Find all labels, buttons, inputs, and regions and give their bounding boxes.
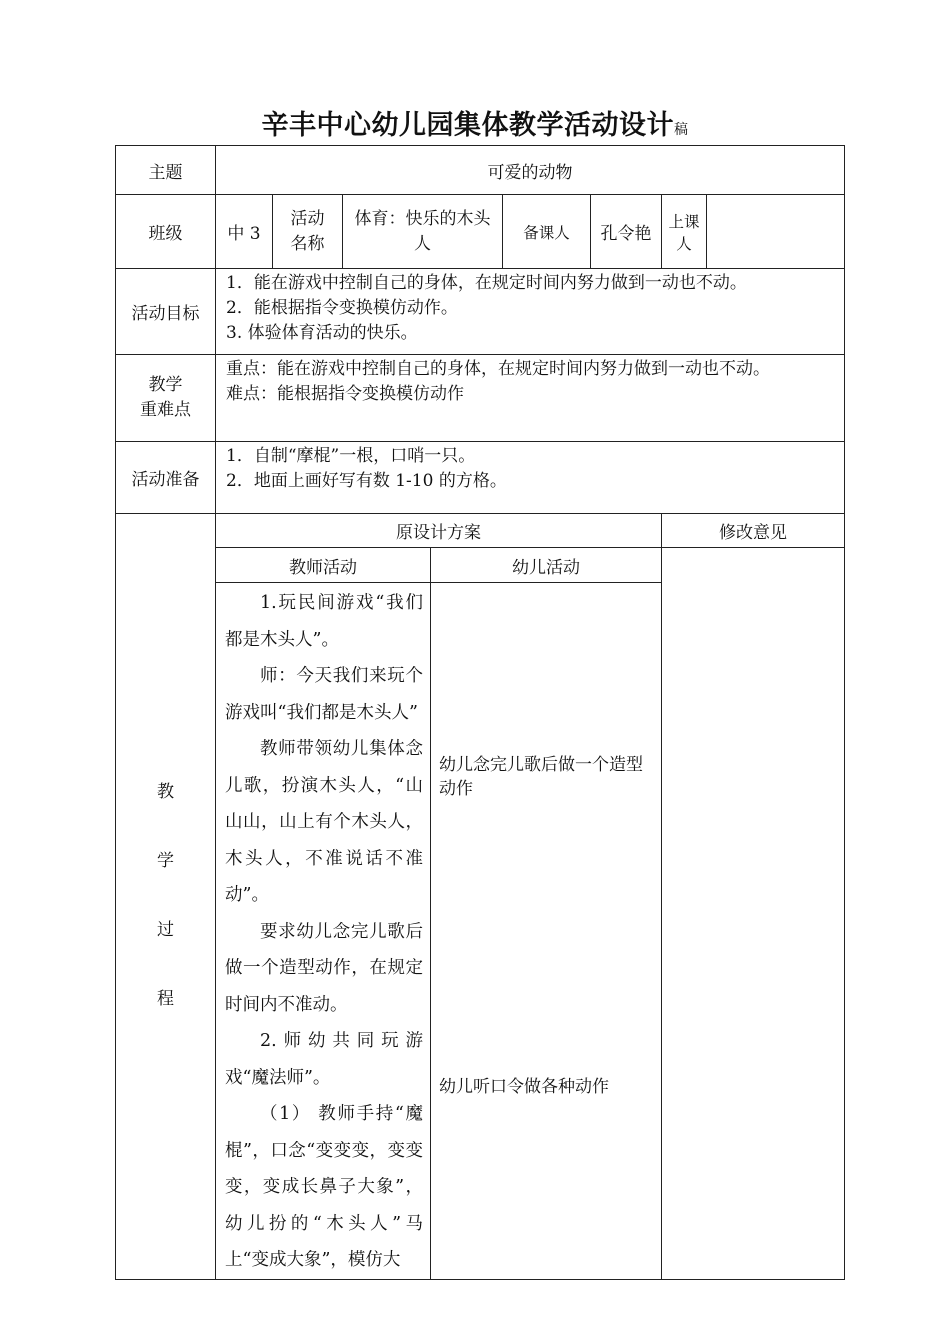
activity-name-value: 体育：快乐的木头人 bbox=[343, 195, 503, 269]
revision-header: 修改意见 bbox=[662, 514, 845, 548]
topic-label: 主题 bbox=[116, 146, 216, 195]
goal-item: 3. 体验体育活动的快乐。 bbox=[226, 323, 418, 343]
keypoints-label: 教学 重难点 bbox=[116, 355, 216, 442]
preparation-label: 活动准备 bbox=[116, 442, 216, 514]
preparation-item: 2．地面上画好写有数 1-10 的方格。 bbox=[226, 471, 507, 491]
child-activity-cell bbox=[431, 583, 662, 1280]
preparer-value: 孔令艳 bbox=[591, 195, 662, 269]
preparer-label: 备课人 bbox=[503, 195, 591, 269]
keypoint-item: 重点：能在游戏中控制自己的身体，在规定时间内努力做到一动也不动。 bbox=[226, 359, 770, 379]
teacher-paragraph: 要求幼儿念完儿歌后做一个造型动作，在规定时间内不准动。 bbox=[225, 921, 423, 1015]
teacher-paragraph: （1） 教师手持“魔棍”，口念“变变变，变变变，变成长鼻子大象”，幼儿扮的“木头人”马上“变成大象”，模仿大 bbox=[225, 1104, 423, 1270]
child-activity-text: 幼儿念完儿歌后做一个造型动作 bbox=[439, 755, 643, 799]
teacher-paragraph: 师：今天我们来玩个游戏叫“我们都是木头人” bbox=[225, 666, 423, 723]
teacher-paragraph: 2.师幼共同玩游戏“魔法师”。 bbox=[225, 1031, 423, 1088]
process-header-row bbox=[116, 514, 845, 548]
keypoints-row bbox=[116, 355, 845, 442]
topic-row bbox=[116, 146, 845, 195]
class-row bbox=[116, 195, 845, 269]
child-activity-text: 幼儿听口令做各种动作 bbox=[439, 1077, 609, 1097]
teacher-paragraph: 1.玩民间游戏“我们都是木头人”。 bbox=[225, 593, 423, 650]
title-suffix: 稿 bbox=[674, 122, 689, 138]
lesson-plan-table bbox=[115, 145, 845, 1280]
process-label: 教 学 过 程 bbox=[116, 514, 216, 1280]
keypoint-item: 难点：能根据指令变换模仿动作 bbox=[226, 384, 464, 404]
preparation-list bbox=[216, 442, 845, 514]
goal-item: 2．能根据指令变换模仿动作。 bbox=[226, 298, 458, 318]
teacher-activity-header: 教师活动 bbox=[216, 548, 431, 583]
original-plan-header: 原设计方案 bbox=[216, 514, 662, 548]
goals-list bbox=[216, 269, 845, 355]
activity-name-label: 活动名称 bbox=[273, 195, 343, 269]
child-activity-header: 幼儿活动 bbox=[431, 548, 662, 583]
goals-row bbox=[116, 269, 845, 355]
goal-item: 1．能在游戏中控制自己的身体，在规定时间内努力做到一动也不动。 bbox=[226, 273, 747, 293]
teacher-activity-cell bbox=[216, 583, 431, 1280]
goals-label: 活动目标 bbox=[116, 269, 216, 355]
class-teacher-value bbox=[707, 195, 845, 269]
preparation-row bbox=[116, 442, 845, 514]
page-title: 辛丰中心幼儿园集体教学活动设计稿 bbox=[261, 110, 689, 141]
revision-cell bbox=[662, 548, 845, 1280]
process-subheader-row bbox=[116, 548, 845, 583]
keypoints-list bbox=[216, 355, 845, 442]
class-teacher-label: 上课人 bbox=[662, 195, 707, 269]
topic-value: 可爱的动物 bbox=[216, 146, 845, 195]
class-value: 中 3 bbox=[216, 195, 273, 269]
teacher-paragraph: 教师带领幼儿集体念儿歌，扮演木头人，“山山山，山上有个木头人，木头人，不准说话不准动”。 bbox=[225, 739, 423, 905]
preparation-item: 1．自制“摩棍”一根，口哨一只。 bbox=[226, 446, 476, 466]
class-label: 班级 bbox=[116, 195, 216, 269]
